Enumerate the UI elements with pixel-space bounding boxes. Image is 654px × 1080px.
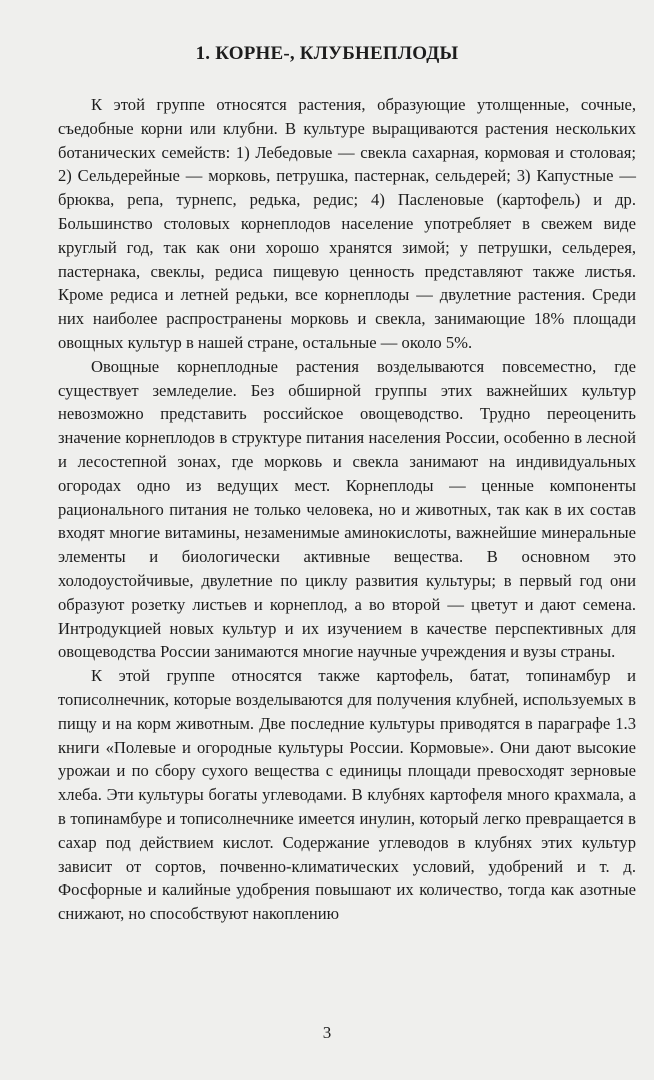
paragraph: К этой группе относятся растения, образующие утолщенные, сочные, съедобные корни или клубни. В культуре выращиваются растения нескольких ботанических семейств: 1) Лебедовые — свекла сахарная, кормовая и столовая; 2) Сельдерейные — морковь, петрушка, пастернак, сельдерей; 3) Капустные — брюква, репа, турнепс, редька, редис; 4) Пасленовые (картофель) и др. Большинство столовых корнеплодов население употребляет в свежем виде круглый год, так как они хорошо хранятся зимой; у петрушки, сельдерея, пастернака, свеклы, редиса пищевую ценность представляют также листья. Кроме редиса и летней редьки, все корнеплоды — двулетние растения. Среди них наиболее распространены морковь и свекла, занимающие 18% площади овощных культур в нашей стране, остальные — около 5%. xyxy=(58,95,636,352)
paragraph: К этой группе относятся также картофель, батат, топинамбур и тописолнечник, которые возделываются для получения клубней, используемых в пищу и на корм животным. Две последние культуры приводятся в параграфе 1.3 книги «Полевые и огородные культуры России. Кормовые». Они дают высокие урожаи и по сбору сухого вещества с единицы площади превосходят зерновые хлеба. Эти культуры богаты углеводами. В клубнях картофеля много крахмала, а в топинамбуре и тописолнечнике имеется инулин, который легко превращается в сахар под действием кислот. Содержание углеводов в клубнях этих культур зависит от сортов, почвенно-климатических условий, удобрений и т. д. Фосфорные и калийные удобрения повышают их количество, тогда как азотные снижают, но способствуют накоплению xyxy=(58,666,636,924)
paragraph: Овощные корнеплодные растения возделываются повсеместно, где существует земледелие. Без обширной группы этих важнейших культур невозможно представить российское овощеводство. Трудно переоценить значение корнеплодов в структуре питания населения России, особенно в лесной и лесостепной зонах, где морковь и свекла занимают на индивидуальных огородах одно из ведущих мест. Корнеплоды — ценные компоненты рационального питания не только человека, но и животных, так как в их состав входят многие витамины, незаменимые аминокислоты, важнейшие минеральные элементы и биологически активные вещества. В основном это холодоустойчивые, двулетние по циклу развития культуры; в первый год они образуют розетку листьев и корнеплод, а во второй — цветут и дают семена. Интродукцией новых культур и их изучением в качестве перспективных для овощеводства России занимаются многие научные учреждения и вузы страны. xyxy=(58,356,636,662)
body-text xyxy=(58,93,636,926)
section-title: 1. КОРНЕ-, КЛУБНЕПЛОДЫ xyxy=(195,43,459,64)
page-number: 3 xyxy=(322,1023,332,1042)
